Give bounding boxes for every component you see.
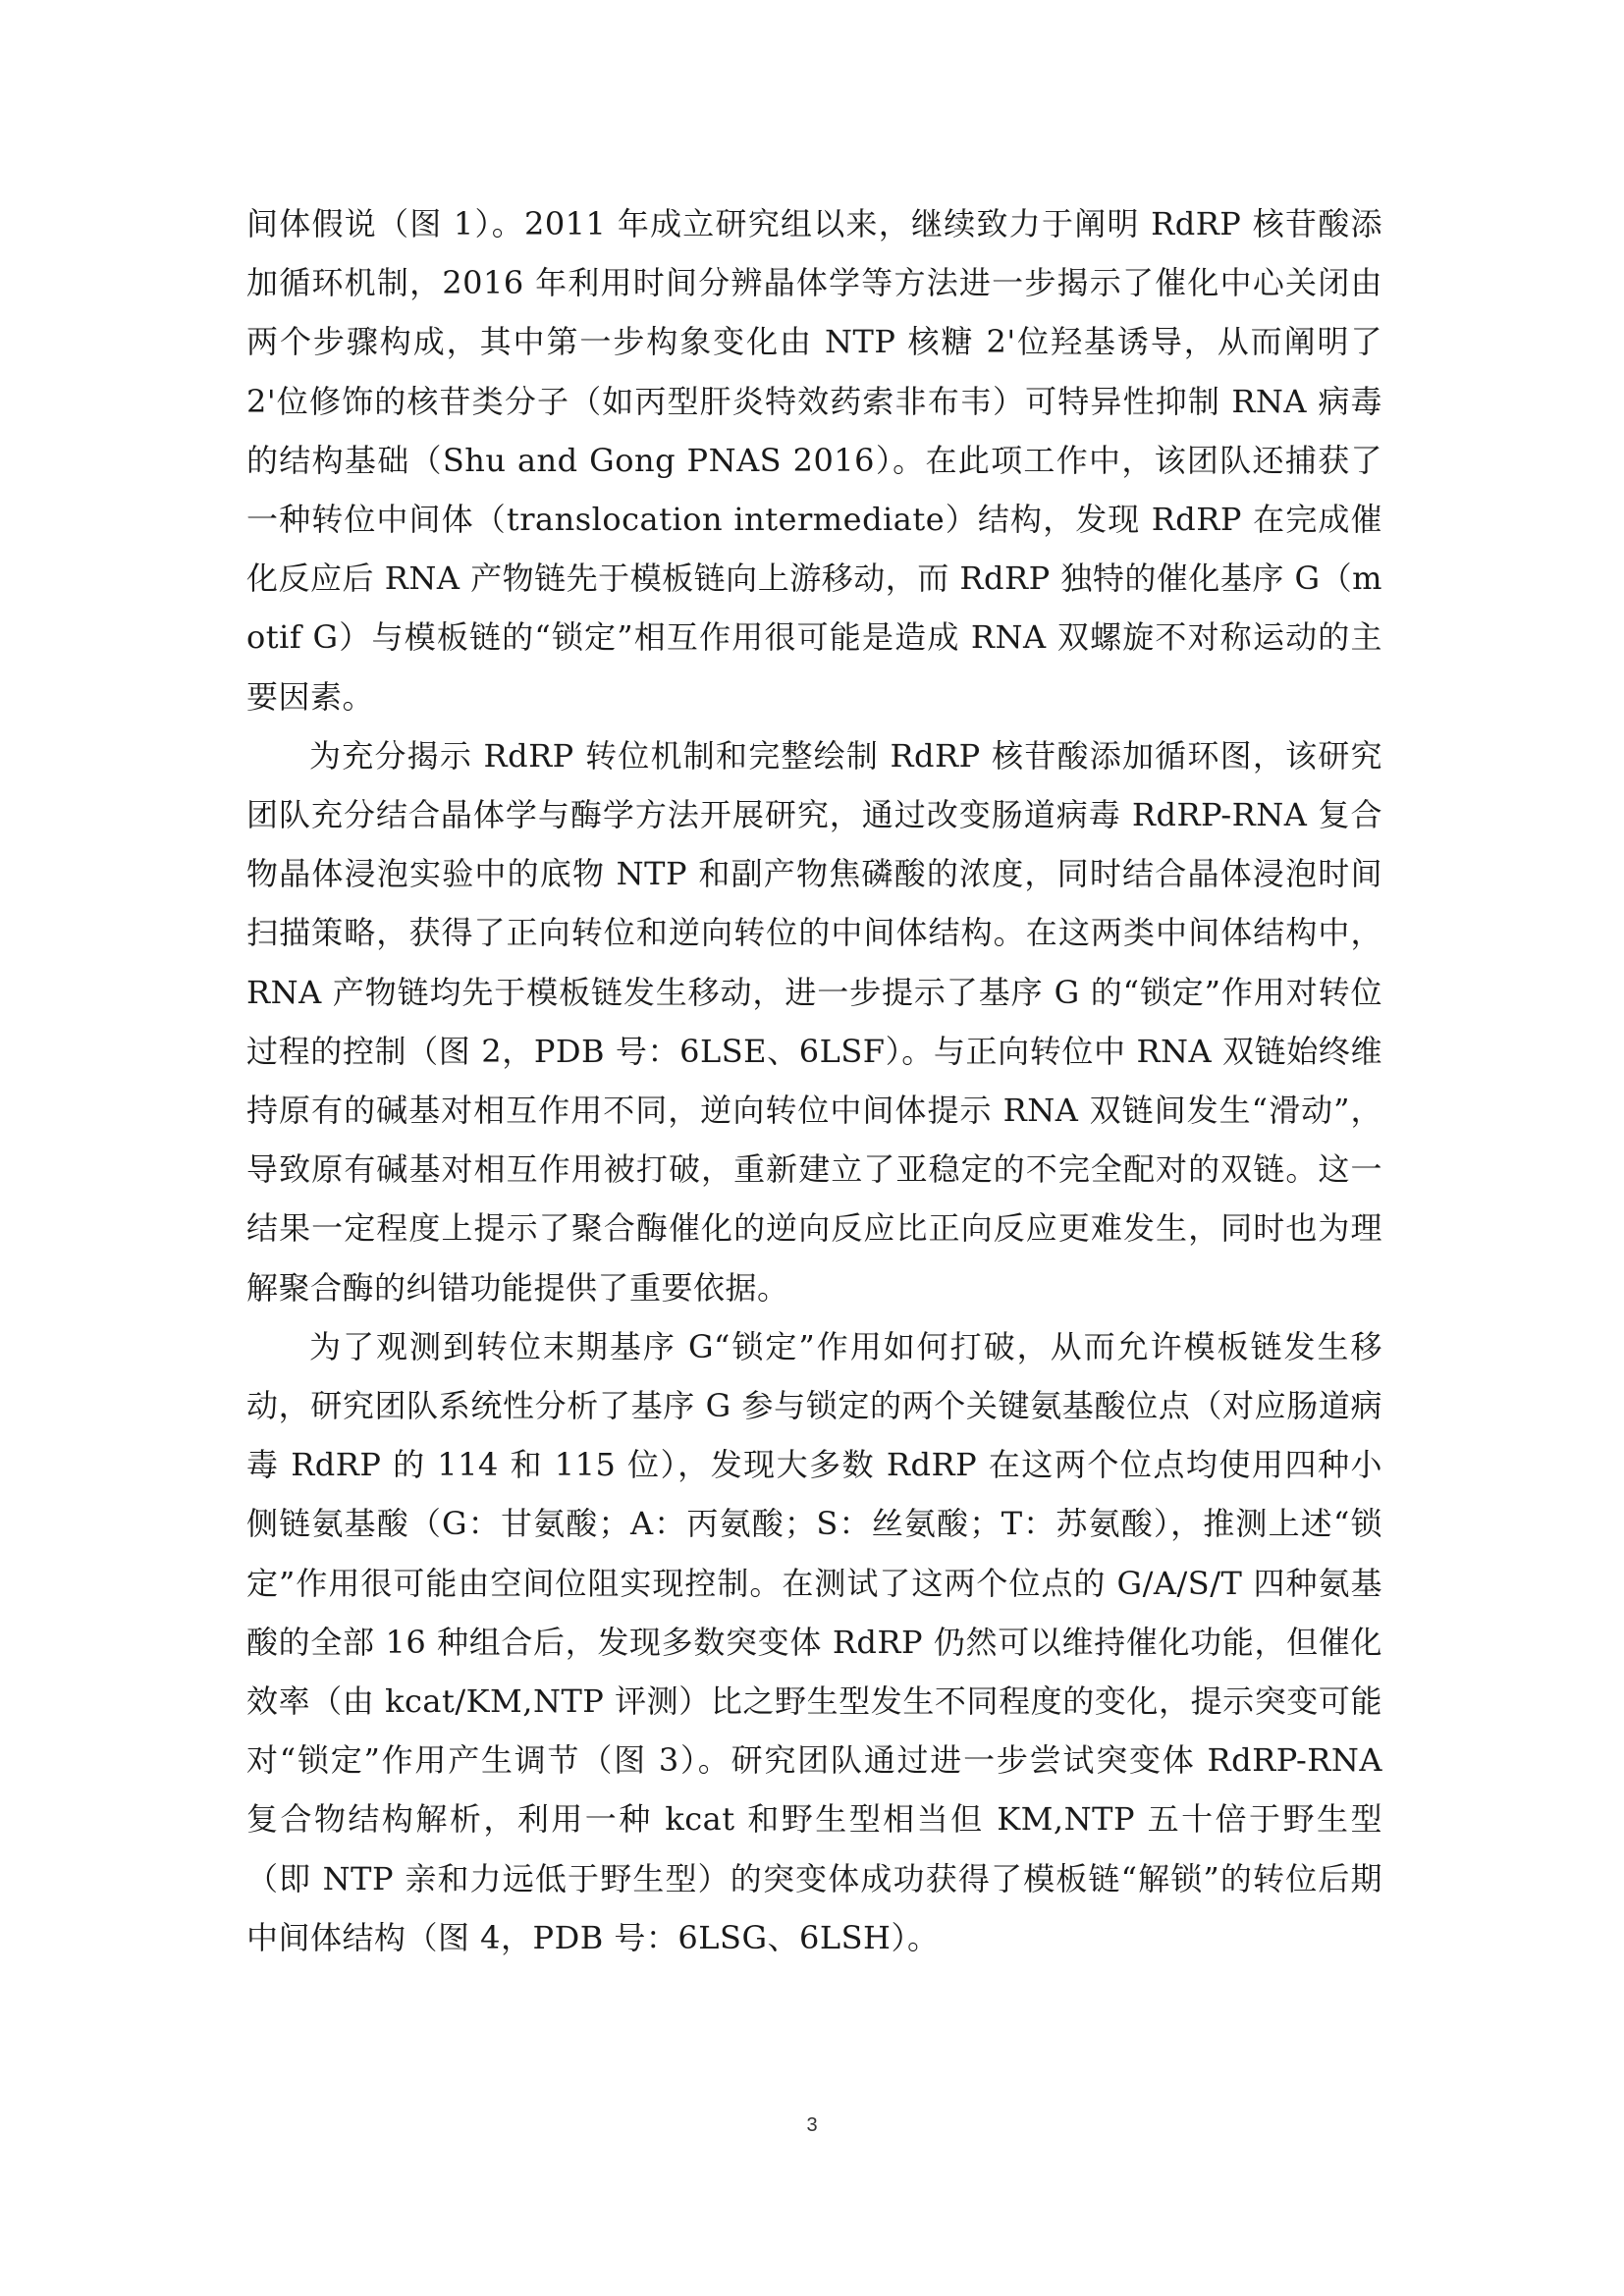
paragraph-3: 为了观测到转位末期基序 G“锁定”作用如何打破，从而允许模板链发生移动，研究团队系统性分析了基序 G 参与锁定的两个关键氨基酸位点（对应肠道病毒 RdRP 的 114 和 115 位），发现大多数 RdRP 在这两个位点均使用四种小侧链氨基酸（G：甘氨酸；A：丙氨酸；S：丝氨酸；T：苏氨酸），推测上述“锁定”作用很可能由空间位阻实现控制。在测试了这两个位点的 G/A/S/T 四种氨基酸的全部 16 种组合后，发现多数突变体 RdRP 仍然可以维持催化功能，但催化效率（由 kcat/KM,NTP 评测）比之野生型发生不同程度的变化，提示突变可能对“锁定”作用产生调节（图 3）。研究团队通过进一步尝试突变体 RdRP-RNA 复合物结构解析，利用一种 kcat 和野生型相当但 KM,NTP 五十倍于野生型（即 NTP 亲和力远低于野生型）的突变体成功获得了模板链“解锁”的转位后期中间体结构（图 4，PDB 号：6LSG、6LSH）。 xyxy=(246,1327,1382,1956)
body-text xyxy=(246,194,1382,1967)
paragraph-1: 间体假说（图 1）。2011 年成立研究组以来，继续致力于阐明 RdRP 核苷酸添加循环机制，2016 年利用时间分辨晶体学等方法进一步揭示了催化中心关闭由两个步骤构成，其中第一步构象变化由 NTP 核糖 2'位羟基诱导，从而阐明了 2'位修饰的核苷类分子（如丙型肝炎特效药索非布韦）可特异性抑制 RNA 病毒的结构基础（Shu and Gong PNAS 2016）。在此项工作中，该团队还捕获了一种转位中间体（translocation intermediate）结构，发现 RdRP 在完成催化反应后 RNA 产物链先于模板链向上游移动，而 RdRP 独特的催化基序 G（motif G）与模板链的“锁定”相互作用很可能是造成 RNA 双螺旋不对称运动的主要因素。 xyxy=(246,205,1382,716)
page-number: 3 xyxy=(806,2114,818,2136)
paragraph-2: 为充分揭示 RdRP 转位机制和完整绘制 RdRP 核苷酸添加循环图，该研究团队充分结合晶体学与酶学方法开展研究，通过改变肠道病毒 RdRP-RNA 复合物晶体浸泡实验中的底物 NTP 和副产物焦磷酸的浓度，同时结合晶体浸泡时间扫描策略，获得了正向转位和逆向转位的中间体结构。在这两类中间体结构中，RNA 产物链均先于模板链发生移动，进一步提示了基序 G 的“锁定”作用对转位过程的控制（图 2，PDB 号：6LSE、6LSF）。与正向转位中 RNA 双链始终维持原有的碱基对相互作用不同，逆向转位中间体提示 RNA 双链间发生“滑动”，导致原有碱基对相互作用被打破，重新建立了亚稳定的不完全配对的双链。这一结果一定程度上提示了聚合酶催化的逆向反应比正向反应更难发生，同时也为理解聚合酶的纠错功能提供了重要依据。 xyxy=(246,736,1382,1307)
